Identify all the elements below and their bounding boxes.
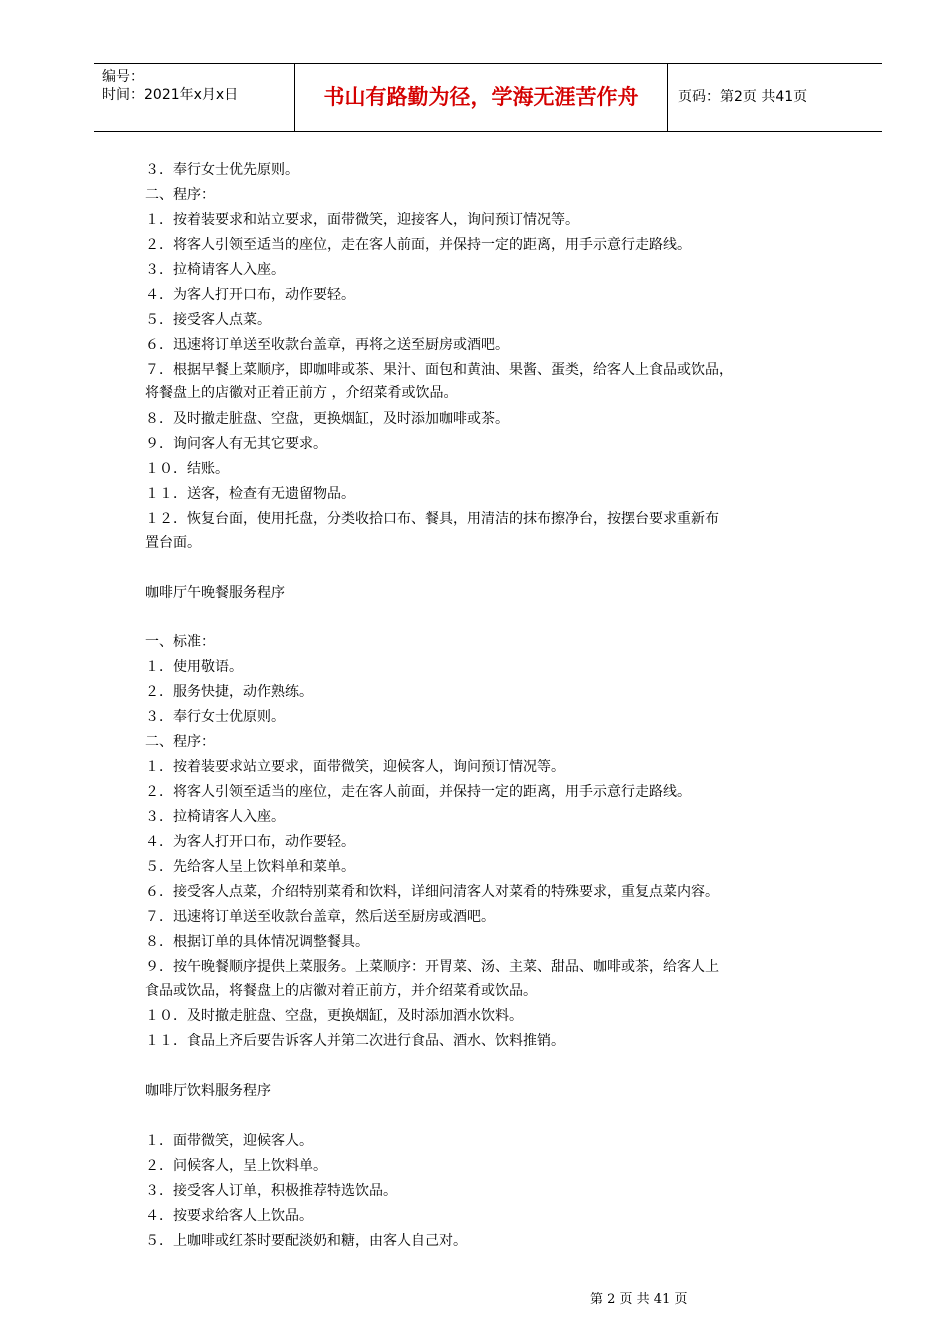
text-line: ６．迅速将订单送至收款台盖章，再将之送至厨房或酒吧。 — [145, 337, 509, 353]
time-label: 时间：2021年x月x日 — [102, 87, 239, 103]
text-line: ５．接受客人点菜。 — [145, 312, 271, 328]
page-header — [94, 63, 882, 132]
text-line: ５．先给客人呈上饮料单和菜单。 — [145, 859, 355, 875]
text-line: ４．为客人打开口布，动作要轻。 — [145, 287, 355, 303]
page-footer: 第 2 页 共 41 页 — [590, 1292, 688, 1307]
text-line: 将餐盘上的店徽对正着正前方 ，介绍菜肴或饮品。 — [145, 385, 458, 401]
text-line: ３．接受客人订单，积极推荐特选饮品。 — [145, 1183, 397, 1199]
text-line: 置台面。 — [145, 535, 201, 551]
text-line: ４．按要求给客人上饮品。 — [145, 1208, 313, 1224]
text-line: １０．结账。 — [145, 461, 229, 477]
text-line: ５．上咖啡或红茶时要配淡奶和糖，由客人自己对。 — [145, 1233, 467, 1249]
text-line: ３．拉椅请客人入座。 — [145, 809, 285, 825]
text-line: 食品或饮品，将餐盘上的店徽对着正前方，并介绍菜肴或饮品。 — [145, 983, 537, 999]
section-heading: 一、标准： — [145, 634, 215, 650]
text-line: ９．按午晚餐顺序提供上菜服务。上菜顺序：开胃菜、汤、主菜、甜品、咖啡或茶，给客人上 — [145, 959, 719, 975]
text-line: ８．及时撤走脏盘、空盘，更换烟缸，及时添加咖啡或茶。 — [145, 411, 509, 427]
text-line: ７．迅速将订单送至收款台盖章，然后送至厨房或酒吧。 — [145, 909, 495, 925]
text-line: ７．根据早餐上菜顺序，即咖啡或茶、果汁、面包和黄油、果酱、蛋类，给客人上食品或饮品， — [145, 362, 733, 378]
text-line: ２．服务快捷，动作熟练。 — [145, 684, 313, 700]
text-line: １．按着装要求站立要求，面带微笑，迎候客人，询问预订情况等。 — [145, 759, 565, 775]
section-title: 咖啡厅饮料服务程序 — [145, 1083, 271, 1099]
text-line: ９．询问客人有无其它要求。 — [145, 436, 327, 452]
text-line: １２．恢复台面，使用托盘，分类收拾口布、餐具，用清洁的抹布擦净台，按摆台要求重新布 — [145, 511, 719, 527]
section-heading: 二、程序： — [145, 187, 215, 203]
text-line: ２．问候客人，呈上饮料单。 — [145, 1158, 327, 1174]
text-line: ６．接受客人点菜，介绍特别菜肴和饮料，详细问清客人对菜肴的特殊要求，重复点菜内容。 — [145, 884, 719, 900]
text-line: ３．奉行女士优原则。 — [145, 709, 285, 725]
header-meta — [94, 64, 295, 131]
text-line: １．使用敬语。 — [145, 659, 243, 675]
text-line: ２．将客人引领至适当的座位，走在客人前面，并保持一定的距离，用手示意行走路线。 — [145, 784, 691, 800]
text-line: ３．拉椅请客人入座。 — [145, 262, 285, 278]
text-line: １．面带微笑，迎候客人。 — [145, 1133, 313, 1149]
header-motto: 书山有路勤为径，学海无涯苦作舟 — [295, 64, 668, 131]
text-line: １１．食品上齐后要告诉客人并第二次进行食品、酒水、饮料推销。 — [145, 1033, 565, 1049]
number-label: 编号： — [102, 69, 144, 85]
text-line: １０．及时撤走脏盘、空盘，更换烟缸，及时添加酒水饮料。 — [145, 1008, 523, 1024]
text-line: ２．将客人引领至适当的座位，走在客人前面，并保持一定的距离，用手示意行走路线。 — [145, 237, 691, 253]
text-line: １．按着装要求和站立要求，面带微笑，迎接客人，询问预订情况等。 — [145, 212, 579, 228]
section-title: 咖啡厅午晚餐服务程序 — [145, 585, 285, 601]
text-line: ８．根据订单的具体情况调整餐具。 — [145, 934, 369, 950]
text-line: ４．为客人打开口布，动作要轻。 — [145, 834, 355, 850]
text-line: １１．送客，检查有无遗留物品。 — [145, 486, 355, 502]
header-page-label: 页码：第2页 共41页 — [678, 89, 808, 105]
text-line: ３．奉行女士优先原则。 — [145, 162, 299, 178]
section-heading: 二、程序： — [145, 734, 215, 750]
